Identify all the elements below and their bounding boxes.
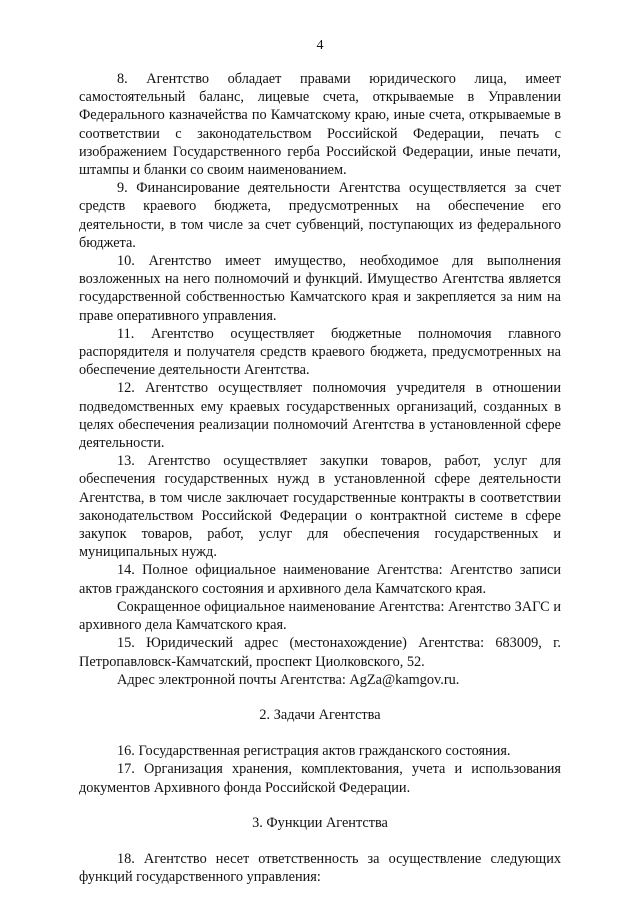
- paragraph-8: 8. Агентство обладает правами юридического лица, имеет самостоятельный баланс, лицевые счета, открываемые в Управлении Федерального казначейства по Камчатскому краю, иные счета, открываемые в соответствии с законодательством Российской Федерации, печать с изображением Государственного герба Российской Федерации, иные печати, штампы и бланки со своим наименованием.: [79, 71, 561, 179]
- paragraph-10: 10. Агентство имеет имущество, необходимое для выполнения возложенных на него полномочий и функций. Имущество Агентства является государственной собственностью Камчатского края и закрепляется за ним на праве оперативного управления.: [79, 253, 561, 324]
- spacer: [79, 724, 561, 742]
- document-body: [79, 70, 561, 886]
- spacer: [79, 797, 561, 814]
- spacer: [79, 689, 561, 706]
- paragraph-short-name: Сокращенное официальное наименование Агентства: Агентство ЗАГС и архивного дела Камчатского края.: [79, 598, 561, 634]
- paragraph-16: 16. Государственная регистрация актов гражданского состояния.: [117, 743, 511, 760]
- section-heading-tasks: 2. Задачи Агентства: [259, 706, 381, 723]
- paragraph-9: 9. Финансирование деятельности Агентства осуществляется за счет средств краевого бюджета, предусмотренных на обеспечение его деятельности, в том числе за счет субвенций, поступающих из федерального бюджета.: [79, 180, 561, 251]
- paragraph-12: 12. Агентство осуществляет полномочия учредителя в отношении подведомственных ему краевых государственных организаций, созданных в целях обеспечения реализации полномочий Агентства в установленной сфере деятельности.: [79, 380, 561, 452]
- paragraph-18: 18. Агентство несет ответственность за осуществление следующих функций государственного управления:: [79, 850, 561, 886]
- section-heading-functions: 3. Функции Агентства: [252, 814, 388, 831]
- spacer: [79, 832, 561, 850]
- paragraph-15: 15. Юридический адрес (местонахождение) Агентства: 683009, г. Петропавловск-Камчатский, проспект Циолковского, 52.: [79, 635, 561, 670]
- paragraph-email: Адрес электронной почты Агентства: AgZa@kamgov.ru.: [117, 671, 460, 688]
- paragraph-14: 14. Полное официальное наименование Агентства: Агентство записи актов гражданского состояния и архивного дела Камчатского края.: [79, 562, 561, 597]
- page-number: 4: [316, 38, 324, 53]
- paragraph-17: 17. Организация хранения, комплектования, учета и использования документов Архивного фонда Российской Федерации.: [79, 761, 561, 796]
- paragraph-11: 11. Агентство осуществляет бюджетные полномочия главного распорядителя и получателя средств краевого бюджета, предусмотренных на обеспечение деятельности Агентства.: [79, 325, 561, 379]
- paragraph-13: 13. Агентство осуществляет закупки товаров, работ, услуг для обеспечения государственных нужд в установленной сфере деятельности Агентства, в том числе заключает государственные контракты в соответствии законодательством Российской Федерации о контрактной системе в сфере закупок товаров, работ, услуг для обеспечения государственных и муниципальных нужд.: [79, 453, 561, 561]
